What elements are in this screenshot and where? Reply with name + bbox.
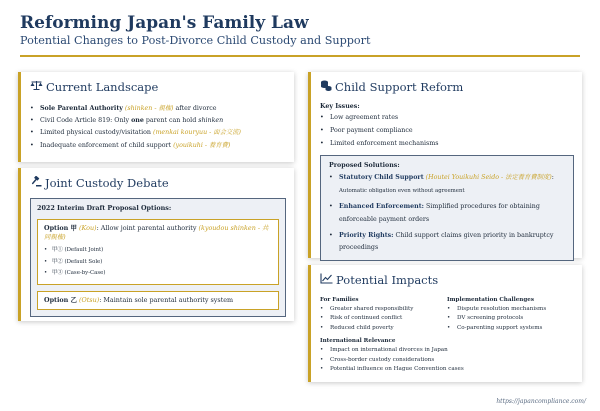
list-item: • Limited enforcement mechanisms <box>320 138 574 151</box>
proposed-solutions-box <box>320 155 574 261</box>
list-item: • Potential influence on Hague Convention cases <box>320 365 574 374</box>
list-item: • Enhanced Enforcement: Simplified procedures for obtaining enforceable payment orders <box>329 201 565 227</box>
list-item: • Limited physical custody/visitation (menkai kouryuu - 面会交流) <box>30 127 286 139</box>
challenges-column <box>447 296 574 333</box>
current-landscape-heading <box>30 80 286 94</box>
potential-impacts-heading <box>320 273 574 287</box>
list-item: • Civil Code Article 819: Only one parent can hold shinken <box>30 115 286 127</box>
potential-impacts-title: Potential Impacts <box>336 273 439 287</box>
list-item: • Co-parenting support systems <box>447 324 574 333</box>
current-landscape-card <box>18 72 294 162</box>
challenges-label: Implementation Challenges <box>447 297 534 303</box>
proposal-options-title: 2022 Interim Draft Proposal Options: <box>37 204 172 212</box>
joint-custody-heading <box>30 176 286 190</box>
families-column <box>320 296 447 333</box>
proposal-options-box <box>30 198 286 317</box>
current-landscape-title: Current Landscape <box>46 80 159 94</box>
list-item: • Greater shared responsibility <box>320 305 447 314</box>
joint-custody-card <box>18 168 294 321</box>
impacts-grid <box>320 296 574 333</box>
challenges-list <box>447 305 574 333</box>
gavel-icon <box>30 176 42 190</box>
solutions-list <box>329 172 565 255</box>
key-issues-label: Key Issues: <box>320 103 360 110</box>
list-item: • 甲② (Default Sole) <box>44 257 272 269</box>
joint-custody-title: Joint Custody Debate <box>45 176 169 190</box>
child-support-card <box>308 72 582 258</box>
list-item: • Cross-border custody considerations <box>320 356 574 365</box>
option-kou-sublist <box>44 245 272 280</box>
chart-line-icon <box>320 273 333 287</box>
child-support-heading <box>320 80 574 94</box>
families-list <box>320 305 447 333</box>
list-item: • Reduced child poverty <box>320 324 447 333</box>
list-item: • Sole Parental Authority (shinken - 親権) after divorce <box>30 103 286 115</box>
option-kou: Option 甲 (Kou): Allow joint parental authority (kyoudou shinken - 共同親権) • 甲① (Default Joint) • 甲② (Default Sole) • 甲③ (Case-by-Case) <box>37 219 279 285</box>
key-issues-list <box>320 112 574 150</box>
list-item: • 甲① (Default Joint) <box>44 245 272 257</box>
list-item: • Priority Rights: Child support claims given priority in bankruptcy proceedings <box>329 230 565 256</box>
potential-impacts-card <box>308 265 582 382</box>
scale-icon <box>30 80 43 94</box>
proposed-solutions-label: Proposed Solutions: <box>329 162 400 170</box>
child-support-title: Child Support Reform <box>335 80 464 94</box>
list-item: • DV screening protocols <box>447 314 574 323</box>
coins-icon <box>320 80 332 94</box>
list-item: • 甲③ (Case-by-Case) <box>44 268 272 280</box>
list-item: • Impact on international divorces in Japan <box>320 346 574 355</box>
page-title: Reforming Japan's Family Law <box>20 13 309 33</box>
header <box>20 12 580 48</box>
option-otsu: Option 乙 (Otsu): Maintain sole parental authority system <box>37 291 279 310</box>
header-divider <box>20 55 580 57</box>
page-subtitle: Potential Changes to Post-Divorce Child Custody and Support <box>20 34 371 47</box>
families-label: For Families <box>320 297 359 303</box>
list-item: • Risk of continued conflict <box>320 314 447 323</box>
list-item: • Dispute resolution mechanisms <box>447 305 574 314</box>
source-link[interactable]: https://japancompliance.com/ <box>496 398 586 405</box>
list-item: • Inadequate enforcement of child support (youikuhi - 養育費) <box>30 140 286 152</box>
international-list <box>320 346 574 374</box>
list-item: • Low agreement rates <box>320 112 574 125</box>
list-item: • Statutory Child Support (Houtei Youikuhi Seido - 法定養育費制度): Automatic obligation even without agreement <box>329 172 565 198</box>
list-item: • Poor payment compliance <box>320 125 574 138</box>
landscape-list <box>30 103 286 152</box>
international-label: International Relevance <box>320 338 396 345</box>
international-section <box>320 337 574 374</box>
